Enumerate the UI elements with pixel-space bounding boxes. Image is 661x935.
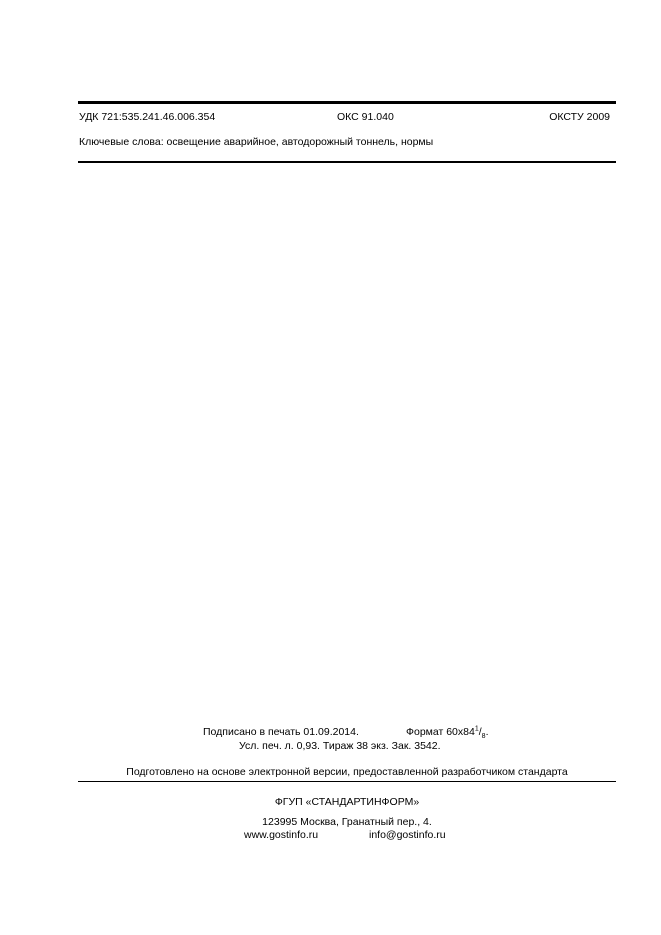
format-numerator: 1 [474,725,479,733]
header-top-rule [78,101,616,104]
keywords: Ключевые слова: освещение аварийное, автодорожный тоннель, нормы [79,136,434,148]
header-bottom-rule [78,161,616,163]
oks-code: ОКС 91.040 [337,111,394,123]
imprint-rule [78,781,616,782]
print-info: Усл. печ. л. 0,93. Тираж 38 экз. Зак. 3542. [239,740,441,752]
format-end: . [485,726,489,738]
format-denominator: 8 [481,733,486,741]
publisher-address: 123995 Москва, Гранатный пер., 4. [262,816,432,828]
format-line: Формат $60x84^1/_8$. [406,725,489,741]
publisher-name: ФГУП «СТАНДАРТИНФОРМ» [274,796,420,808]
publisher-email[interactable]: info@gostinfo.ru [369,829,446,841]
okstu-code: ОКСТУ 2009 [549,111,610,123]
publisher-website[interactable]: www.gostinfo.ru [244,829,319,841]
signed-date: Подписано в печать 01.09.2014. [203,726,359,738]
udk-code: УДК 721:535.241.46.006.354 [79,111,216,123]
format-label: Формат 60x84 [406,726,475,738]
prepared-note: Подготовлено на основе электронной версии, предоставленной разработчиком стандарта [126,766,568,778]
signed-line [203,726,359,738]
